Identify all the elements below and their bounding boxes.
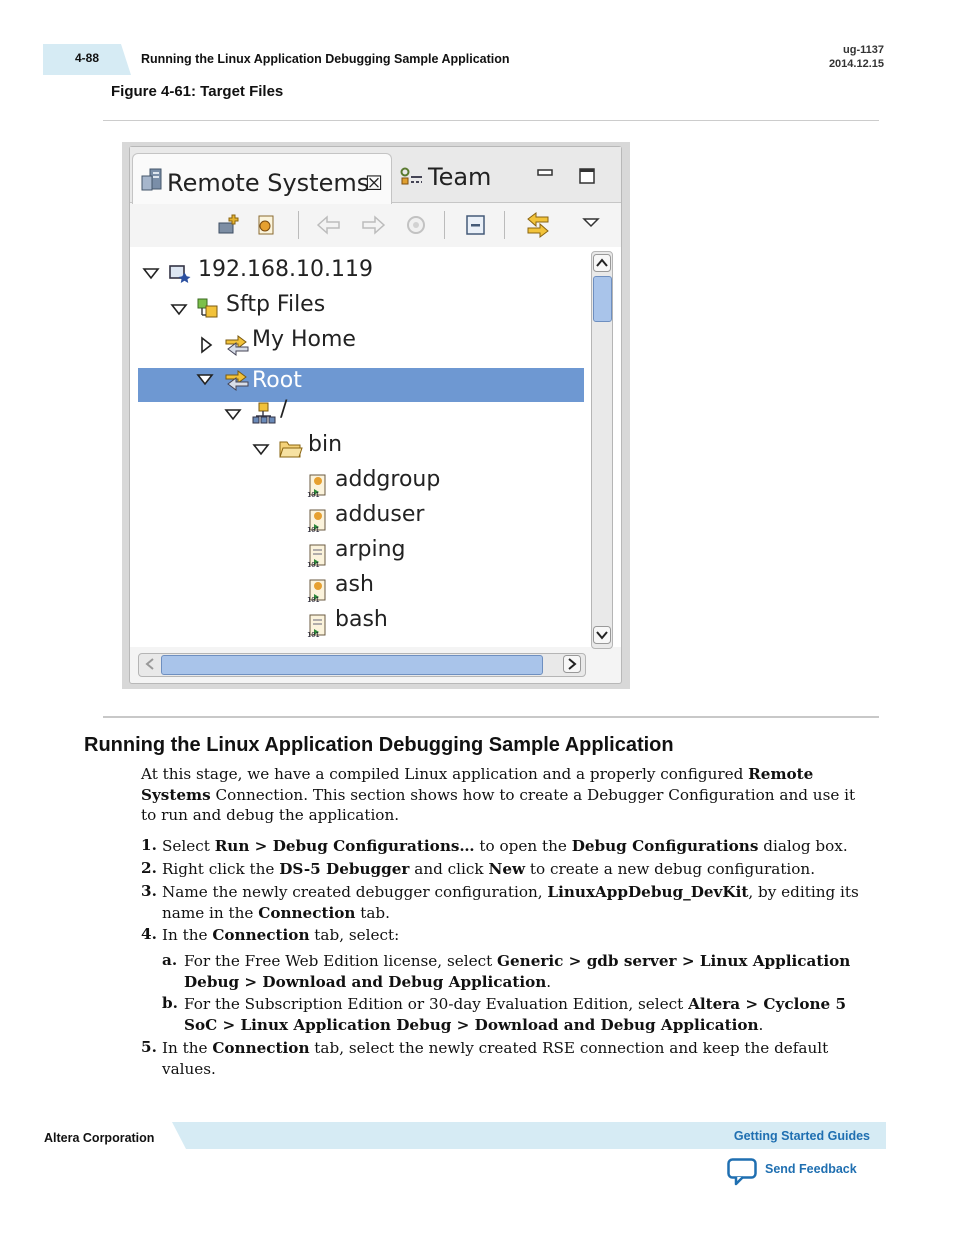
figure-top-rule (103, 120, 879, 121)
substep-a (184, 951, 868, 992)
forward-arrow-icon[interactable] (360, 215, 386, 235)
step-text: tab. (355, 903, 390, 922)
step-bold: LinuxAppDebug_DevKit (547, 883, 749, 901)
team-icon (400, 167, 424, 187)
expanded-twistie-icon[interactable] (196, 373, 214, 387)
vertical-scrollbar[interactable] (591, 251, 613, 649)
tree-row-file[interactable]: arping (335, 537, 406, 562)
svg-text:101: 101 (307, 561, 320, 569)
step-text: to open the (474, 837, 572, 855)
tree-row-sftp-files[interactable]: Sftp Files (226, 292, 326, 317)
running-header-title: Running the Linux Application Debugging Sample Application (141, 52, 510, 66)
horizontal-scrollbar[interactable] (138, 653, 586, 677)
tab-remote-systems[interactable] (132, 153, 392, 204)
figure-caption: Figure 4-61: Target Files (111, 83, 284, 100)
substep-b (184, 994, 868, 1035)
refresh-icon[interactable] (404, 213, 428, 237)
binary-file-icon (306, 578, 330, 604)
tree-row-host[interactable]: 192.168.10.119 (198, 257, 373, 282)
view-menu-icon[interactable] (582, 217, 600, 229)
step-text: In the (162, 1039, 213, 1057)
step-text: tab, select the newly created RSE connection and keep the default values. (162, 1039, 829, 1078)
toolbar-separator (444, 211, 445, 239)
binary-file-icon (306, 473, 330, 499)
step-text: . (546, 972, 552, 991)
footer-guide-link[interactable]: Getting Started Guides (733, 1129, 870, 1143)
step-bold: New (488, 860, 526, 878)
step-3 (162, 882, 867, 923)
figure-screenshot (122, 142, 630, 689)
step-number: 1. (141, 836, 157, 854)
feedback-icon[interactable] (727, 1158, 759, 1186)
intro-text: Connection. This section shows how to create a Debugger Configuration and use it to run and debug the application. (141, 785, 856, 824)
step-number: 2. (141, 859, 157, 877)
tree-row-file[interactable]: adduser (335, 502, 425, 527)
intro-bold: Remote Systems (141, 765, 814, 804)
step-text: and click (409, 860, 489, 878)
remote-systems-view (129, 146, 622, 684)
tab-team-label: Team (428, 163, 492, 191)
step-text: dialog box. (758, 837, 848, 855)
filesystem-icon (252, 402, 276, 428)
substep-letter: a. (162, 951, 178, 969)
scroll-right-icon[interactable] (563, 655, 581, 673)
footer-company: Altera Corporation (44, 1131, 155, 1145)
step-bold: DS-5 Debugger (279, 860, 410, 878)
step-4 (162, 925, 867, 946)
tab-remote-systems-label: Remote Systems (167, 169, 370, 197)
step-number: 3. (141, 882, 157, 900)
tree-row-file[interactable]: bash (335, 607, 388, 632)
binary-file-icon (306, 613, 330, 639)
view-toolbar (130, 203, 621, 247)
send-feedback-link[interactable]: Send Feedback (765, 1162, 857, 1176)
maximize-icon[interactable] (578, 167, 596, 185)
step-2 (162, 859, 867, 880)
step-5 (162, 1038, 867, 1079)
step-bold: Debug Configurations (571, 837, 759, 855)
binary-file-icon (306, 508, 330, 534)
step-number: 5. (141, 1038, 157, 1056)
step-text: For the Free Web Edition license, select (184, 952, 498, 970)
folder-link-icon (224, 368, 250, 392)
toolbar-separator (504, 211, 505, 239)
tab-team[interactable] (398, 153, 518, 197)
host-icon (168, 262, 192, 286)
step-text: to create a new debug configuration. (525, 860, 816, 878)
step-text: Right click the (162, 860, 280, 878)
doc-date: 2014.12.15 (828, 58, 884, 70)
link-with-editor-icon[interactable] (524, 211, 552, 239)
svg-text:101: 101 (307, 491, 320, 499)
folder-link-icon (224, 333, 250, 357)
svg-text:101: 101 (307, 526, 320, 534)
tree-row-file[interactable]: addgroup (335, 467, 441, 492)
expanded-twistie-icon[interactable] (170, 303, 188, 317)
tree-row-filesystem-root[interactable]: / (280, 397, 288, 422)
step-text: . (758, 1015, 764, 1034)
new-connection-icon[interactable] (216, 213, 240, 237)
remote-systems-icon (141, 168, 163, 192)
scroll-thumb[interactable] (161, 655, 543, 675)
collapsed-twistie-icon[interactable] (200, 336, 214, 354)
step-1 (162, 836, 867, 857)
step-bold: Run > Debug Configurations… (214, 837, 475, 855)
expanded-twistie-icon[interactable] (142, 267, 160, 281)
section-heading: Running the Linux Application Debugging Sample Application (84, 734, 674, 756)
intro-paragraph (141, 764, 867, 826)
substep-letter: b. (162, 994, 178, 1012)
page-number: 4-88 (75, 51, 100, 65)
step-bold: Connection (258, 903, 356, 922)
back-arrow-icon[interactable] (316, 215, 342, 235)
tree-row-my-home[interactable]: My Home (252, 327, 356, 352)
step-text: Select (162, 837, 215, 855)
collapse-all-icon[interactable] (464, 213, 488, 237)
svg-text:101: 101 (307, 596, 320, 604)
intro-text: At this stage, we have a compiled Linux application and a properly configured (141, 765, 749, 783)
expanded-twistie-icon[interactable] (224, 408, 242, 422)
tree-row-bin[interactable]: bin (308, 432, 343, 457)
scroll-down-icon[interactable] (593, 626, 611, 644)
step-text: , by editing its name in the (162, 883, 859, 922)
scroll-left-icon[interactable] (141, 655, 159, 673)
step-number: 4. (141, 925, 157, 943)
expanded-twistie-icon[interactable] (252, 443, 270, 457)
new-file-icon[interactable] (254, 213, 278, 237)
tree-row-file[interactable]: ash (335, 572, 374, 597)
step-text: In the (162, 926, 213, 944)
figure-bottom-rule (103, 716, 879, 718)
toolbar-separator (298, 211, 299, 239)
doc-id: ug-1137 (843, 44, 884, 56)
step-bold: Connection (212, 926, 310, 944)
step-bold: Connection (212, 1039, 310, 1057)
minimize-icon[interactable] (536, 167, 554, 179)
view-tab-bar (130, 147, 621, 203)
step-text: tab, select: (309, 926, 400, 944)
close-icon[interactable]: ☒ (365, 171, 383, 195)
step-text: For the Subscription Edition or 30-day Evaluation Edition, select (184, 995, 689, 1013)
step-bold: Altera > Cyclone 5 SoC > Linux Application Debug > Download and Debug Application (184, 995, 847, 1034)
step-bold: Generic > gdb server > Linux Application Debug > Download and Debug Application (184, 952, 851, 991)
tree-row-root[interactable]: Root (252, 368, 302, 393)
doc-id-block (829, 43, 884, 71)
step-text: Name the newly created debugger configuration, (162, 883, 548, 901)
scroll-up-icon[interactable] (593, 254, 611, 272)
scroll-thumb[interactable] (593, 276, 612, 322)
sftp-icon (196, 297, 220, 321)
folder-open-icon (278, 438, 304, 460)
binary-file-icon (306, 543, 330, 569)
svg-text:101: 101 (307, 631, 320, 639)
